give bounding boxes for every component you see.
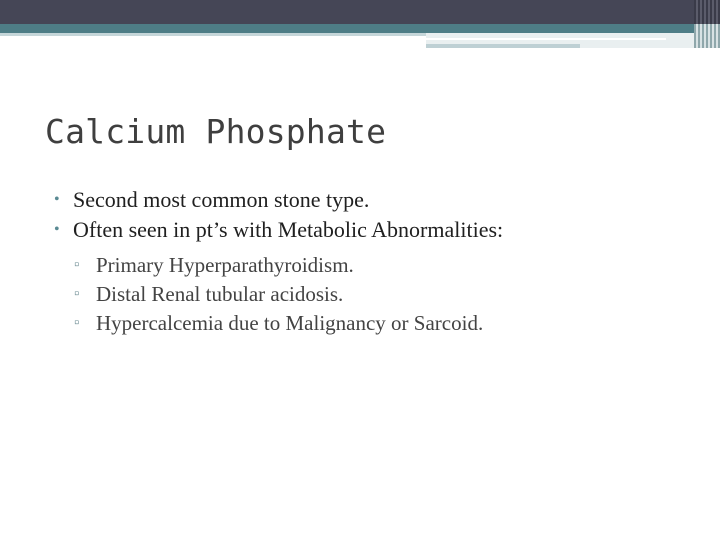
sub-bullet-marker-icon: ▫ — [74, 257, 80, 273]
bullet-item — [54, 215, 714, 338]
bullet-text: Second most common stone type. — [73, 187, 370, 212]
header-stripe-pattern-dark — [694, 0, 720, 24]
header-accent-line-short — [426, 44, 580, 48]
sub-bullet-text: Distal Renal tubular acidosis. — [96, 282, 344, 306]
sub-bullet-marker-icon: ▫ — [74, 286, 80, 302]
sub-bullet-item — [73, 280, 714, 309]
sub-bullet-item — [73, 251, 714, 280]
sub-bullet-marker-icon: ▫ — [74, 315, 80, 331]
sub-bullet-text: Hypercalcemia due to Malignancy or Sarcoid. — [96, 311, 484, 335]
bullet-marker-icon: • — [54, 191, 60, 208]
header-light-strip — [0, 33, 426, 36]
bullet-marker-icon: • — [54, 221, 60, 238]
header-teal-bar — [0, 24, 720, 33]
header-accent-line — [426, 38, 666, 40]
bullet-list — [54, 185, 714, 338]
sub-bullet-list — [73, 251, 714, 338]
bullet-item — [54, 185, 714, 215]
slide-title: Calcium Phosphate — [45, 112, 387, 151]
sub-bullet-text: Primary Hyperparathyroidism. — [96, 253, 354, 277]
header-dark-bar — [0, 0, 720, 24]
bullet-text: Often seen in pt’s with Metabolic Abnormalities: — [73, 217, 504, 242]
header-decoration — [0, 0, 720, 48]
sub-bullet-item — [73, 309, 714, 338]
